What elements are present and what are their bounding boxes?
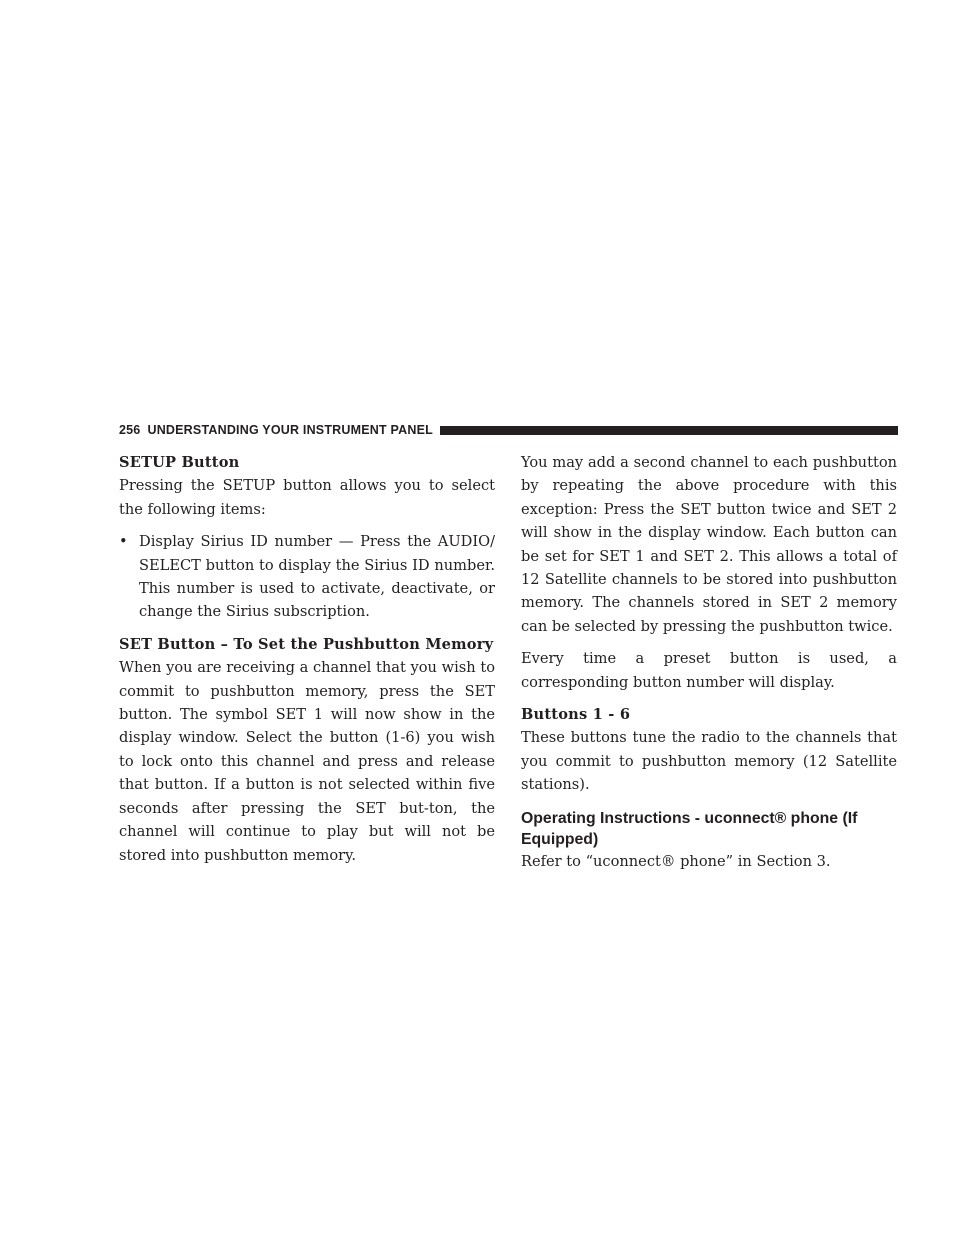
bullet-icon: •	[119, 533, 128, 551]
operating-instructions-heading: Operating Instructions - uconnect® phone (If Equipped)	[521, 809, 858, 848]
set-button-heading: SET Button – To Set the Pushbutton Memory	[119, 635, 494, 653]
section-title: UNDERSTANDING YOUR INSTRUMENT PANEL	[147, 423, 433, 437]
setup-button-heading: SETUP Button	[119, 454, 240, 471]
set-button-paragraph: When you are receiving a channel that you wish to commit to pushbutton memory, press the SET button. The symbol SET 1 will now show in the display window. Select the button (1-6) you wish to lock onto this channel and press and release that button. If a button is not selected within five seconds after pressing the SET but-ton, the channel will continue to play but will not be stored into pushbutton memory.	[119, 659, 495, 864]
setup-intro-paragraph: Pressing the SETUP button allows you to select the following items:	[119, 477, 495, 518]
right-column	[521, 451, 897, 873]
preset-paragraph: Every time a preset button is used, a corresponding button number will display.	[521, 650, 897, 691]
bullet-list-item	[119, 530, 495, 624]
refer-paragraph: Refer to “uconnect® phone” in Section 3.	[521, 852, 831, 870]
page-header	[119, 422, 898, 438]
second-channel-paragraph: You may add a second channel to each pushbutton by repeating the above procedure with this exception: Press the SET button twice and SET 2 will show in the display window. Each button can be set for SET 1 and SET 2. This allows a total of 12 Satellite channels to be stored into pushbutton memory. The channels stored in SET 2 memory can be selected by pressing the pushbutton twice.	[521, 454, 897, 635]
header-rule	[440, 426, 898, 435]
left-column	[119, 451, 495, 867]
buttons-paragraph: These buttons tune the radio to the channels that you commit to pushbutton memory (12 Satellite stations).	[521, 729, 897, 794]
buttons-heading: Buttons 1 - 6	[521, 706, 631, 724]
page-number: 256	[119, 423, 141, 437]
bullet-item-text: Display Sirius ID number — Press the AUDIO/ SELECT button to display the Sirius ID number. This number is used to activate, deactivate, or change the Sirius subscription.	[139, 533, 495, 621]
